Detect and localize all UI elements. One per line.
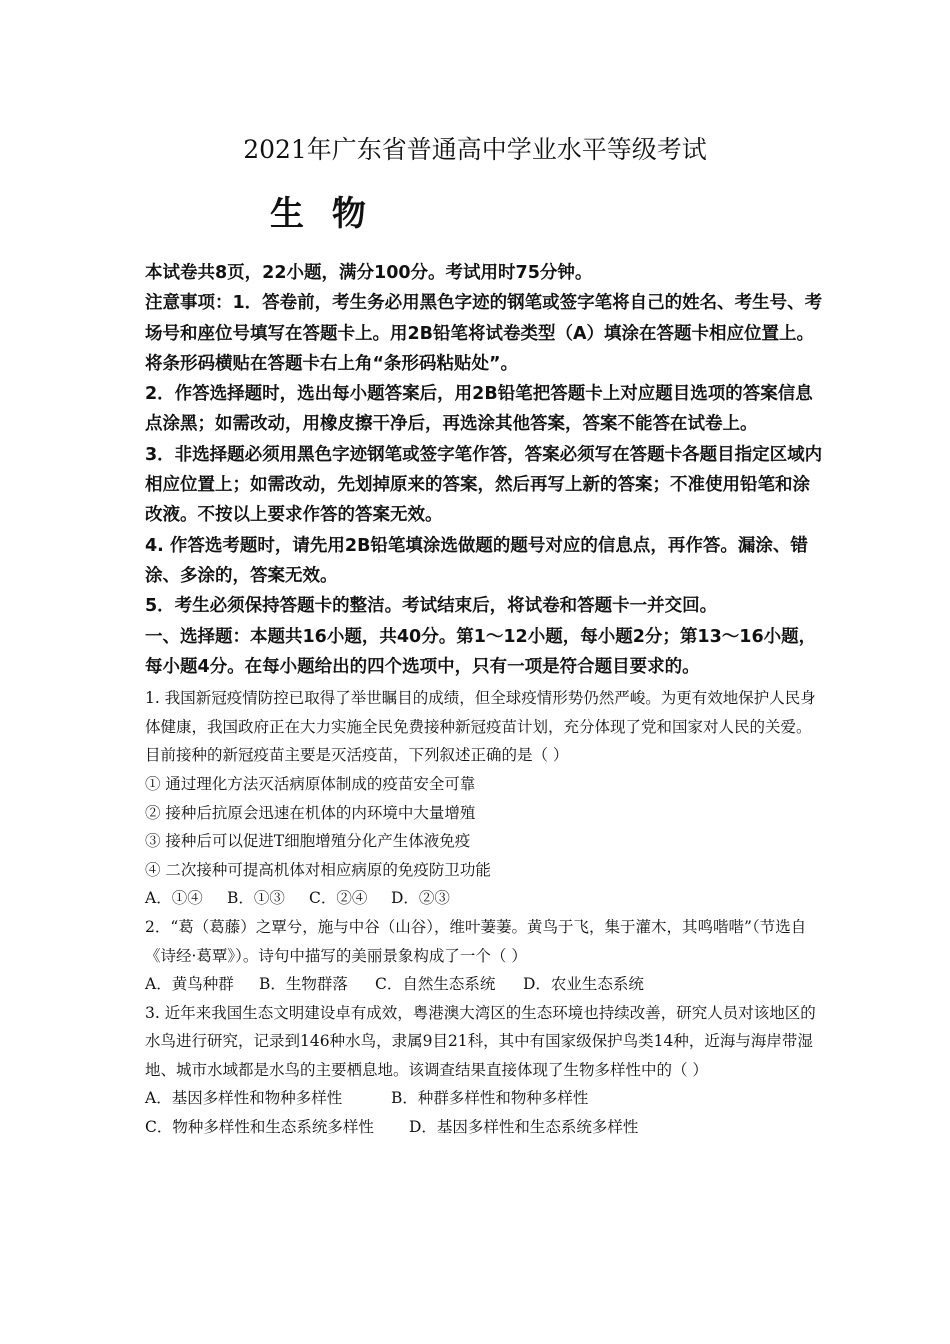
option-c: C．自然生态系统 [375, 975, 496, 994]
statement-3: ③ 接种后可以促进T细胞增殖分化产生体液免疫 [145, 832, 471, 851]
option-b: B．①③ [227, 889, 285, 908]
options-row [145, 1113, 825, 1142]
instruction-4: 4. 作答选考题时，请先用2B铅笔填涂选做题的题号对应的信息点，再作答。漏涂、错涂、多涂的，答案无效。 [145, 535, 808, 586]
option-d: D．②③ [391, 889, 450, 908]
option-b: B．种群多样性和物种多样性 [391, 1089, 589, 1108]
instruction-5: 5．考生必须保持答题卡的整洁。考试结束后，将试卷和答题卡一并交回。 [145, 596, 718, 617]
instruction-3: 3．非选择题必须用黑色字迹钢笔或签字笔作答，答案必须写在答题卡各题目指定区域内相应位置上；如需改动，先划掉原来的答案，然后再写上新的答案；不准使用铅笔和涂改液。不按以上要求作答的答案无效。 [145, 444, 823, 526]
options-row [145, 970, 825, 999]
option-a: A．黄鸟种群 [145, 975, 234, 994]
instruction-2: 2．作答选择题时，选出每小题答案后，用2B铅笔把答题卡上对应题目选项的答案信息点涂黑；如需改动，用橡皮擦干净后，再选涂其他答案，答案不能答在试卷上。 [145, 384, 813, 435]
option-d: D．农业生态系统 [523, 975, 644, 994]
option-c: C．物种多样性和生态系统多样性 [145, 1118, 374, 1137]
question-2 [145, 913, 825, 999]
options-row [145, 1084, 825, 1113]
option-b: B．生物群落 [259, 975, 348, 994]
section-heading: 一、选择题：本题共16小题，共40分。第1～12小题，每小题2分；第13～16小题，每小题4分。在每小题给出的四个选项中，只有一项是符合题目要求的。 [145, 626, 817, 677]
question-1 [145, 684, 825, 913]
question-3 [145, 999, 825, 1142]
question-stem: 2．“葛（葛藤）之覃兮，施与中谷（山谷），维叶萋萋。黄鸟于飞，集于灌木，其鸣喈喈”（节选自《诗经·葛覃》）。诗句中描写的美丽景象构成了一个（ ） [145, 917, 807, 965]
option-a: A．基因多样性和物种多样性 [145, 1089, 343, 1108]
instruction-1: 注意事项：1．答卷前，考生务必用黑色字迹的钢笔或签字笔将自己的姓名、考生号、考场号和座位号填写在答题卡上。用2B铅笔将试卷类型（A）填涂在答题卡相应位置上。将条形码横贴在答题卡右上角“条形码粘贴处”。 [145, 293, 823, 374]
exam-title: 2021年广东省普通高中学业水平等级考试 [243, 135, 707, 164]
options-row [145, 884, 825, 913]
statement-4: ④ 二次接种可提高机体对相应病原的免疫防卫功能 [145, 860, 491, 879]
statement-1: ① 通过理化方法灭活病原体制成的疫苗安全可靠 [145, 774, 476, 793]
question-stem: 1. 我国新冠疫情防控已取得了举世瞩目的成绩，但全球疫情形势仍然严峻。为更有效地保护人民身体健康，我国政府正在大力实施全民免费接种新冠疫苗计划，充分体现了党和国家对人民的关爱。目前接种的新冠疫苗主要是灭活疫苗，下列叙述正确的是（ ） [145, 689, 816, 765]
statement-2: ② 接种后抗原会迅速在机体的内环境中大量增殖 [145, 803, 476, 822]
option-d: D．基因多样性和生态系统多样性 [409, 1118, 639, 1137]
exam-content [145, 258, 825, 1142]
option-a: A．①④ [145, 889, 203, 908]
exam-intro: 本试卷共8页，22小题，满分100分。考试用时75分钟。 [145, 263, 593, 283]
subject-title: 生 物 [270, 194, 374, 234]
option-c: C．②④ [309, 889, 368, 908]
question-stem: 3. 近年来我国生态文明建设卓有成效，粤港澳大湾区的生态环境也持续改善，研究人员对该地区的水鸟进行研究，记录到146种水鸟，隶属9目21科，其中有国家级保护鸟类14种，近海与海岸带湿地、城市水域都是水鸟的主要栖息地。该调查结果直接体现了生物多样性中的（ ） [145, 1003, 816, 1079]
